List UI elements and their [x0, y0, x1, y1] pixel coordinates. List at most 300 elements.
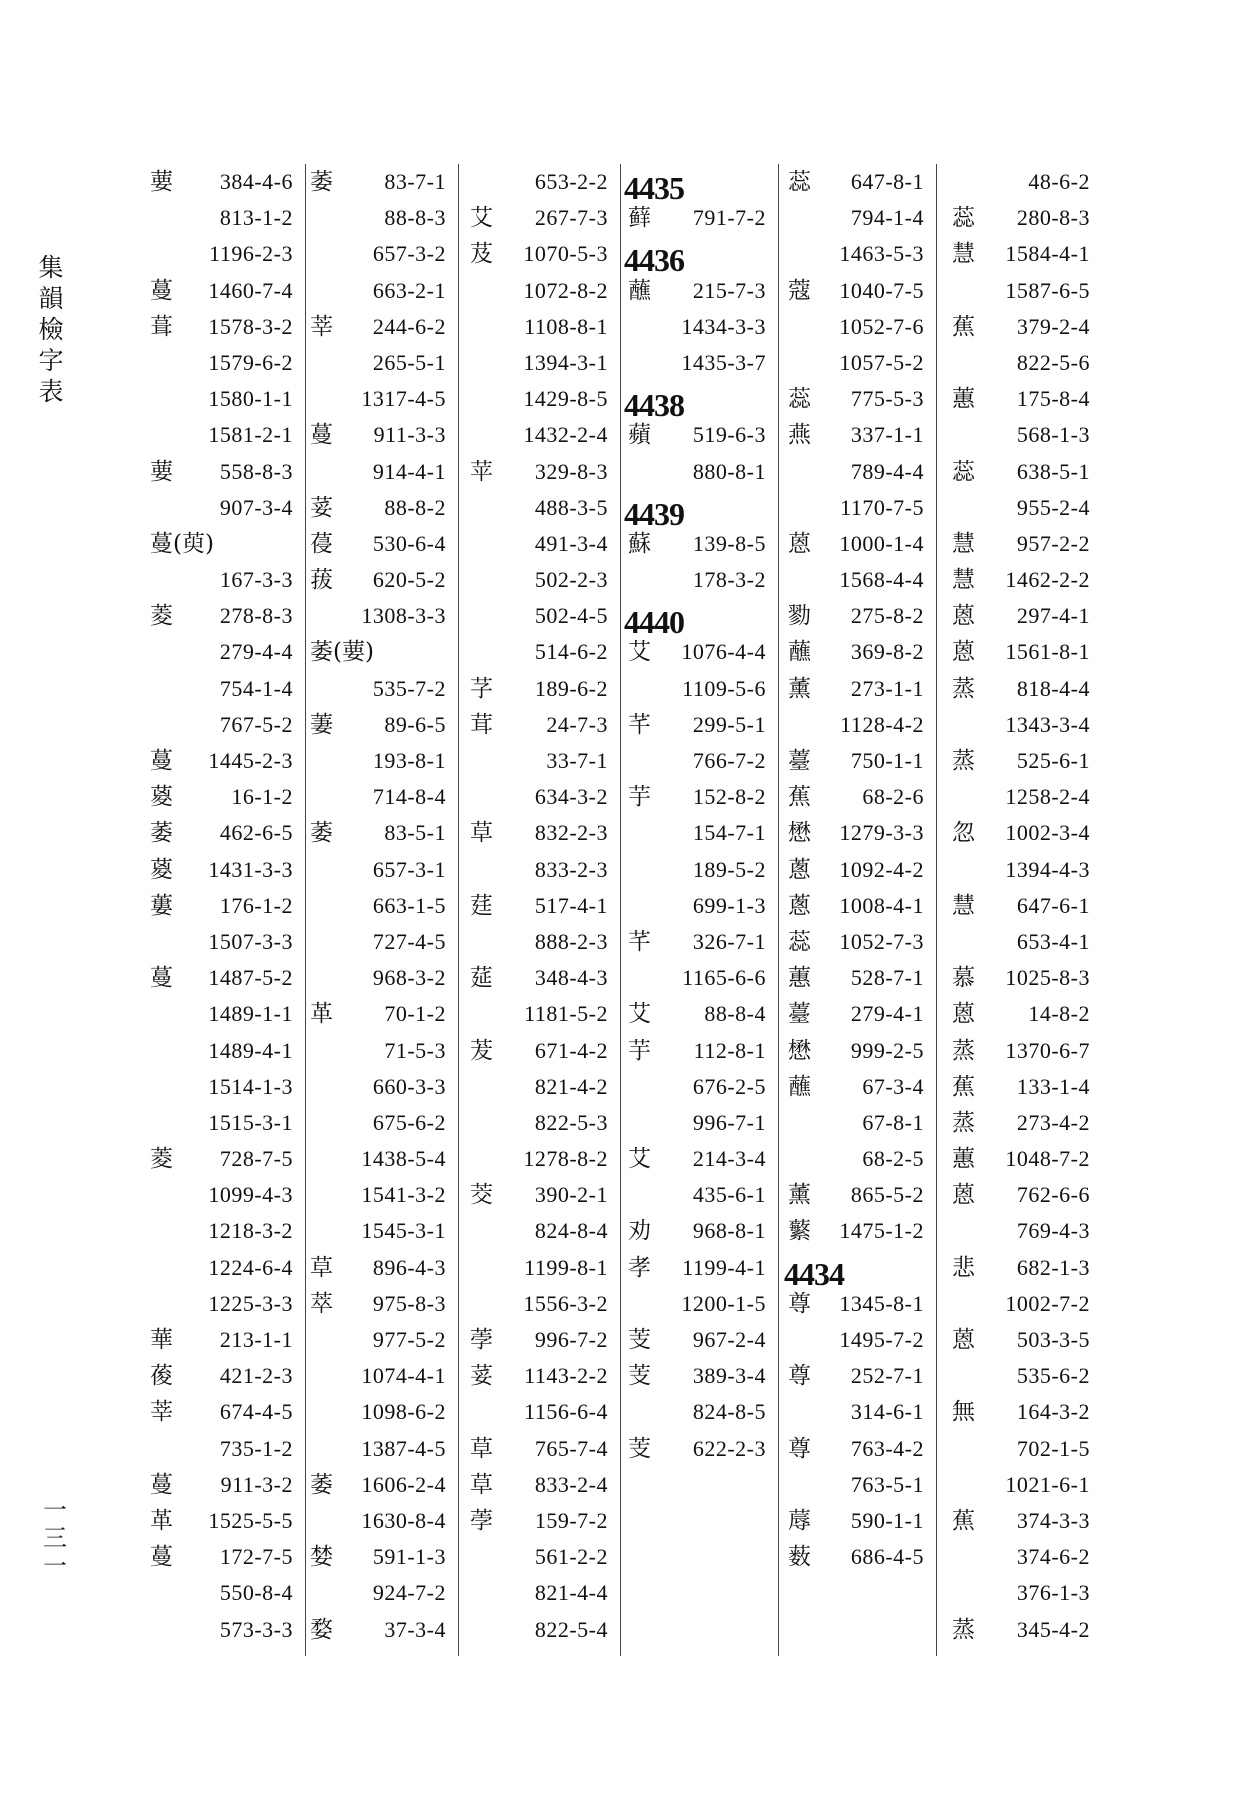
- index-entry: [150, 598, 305, 634]
- entry-character: 華: [150, 1327, 173, 1353]
- index-entry: [310, 1394, 458, 1430]
- entry-character: 薰: [788, 1182, 811, 1209]
- entry-reference: 176-1-2: [219, 892, 293, 918]
- index-entry: [788, 454, 936, 490]
- index-entry: [470, 960, 620, 996]
- entry-character: 孝: [628, 1254, 651, 1281]
- entry-reference: 1460-7-4: [208, 277, 293, 303]
- entry-reference: 832-2-3: [534, 820, 608, 846]
- index-entry: [788, 1033, 936, 1069]
- entry-reference: 765-7-4: [534, 1435, 608, 1461]
- entry-character: 萎: [310, 1471, 333, 1498]
- entry-reference: 1370-6-7: [1005, 1037, 1090, 1063]
- entry-reference: 735-1-2: [219, 1435, 293, 1461]
- entry-reference: 821-4-4: [534, 1580, 608, 1606]
- entry-reference: 1258-2-4: [1005, 784, 1090, 810]
- index-entry: [150, 743, 305, 779]
- index-entry: [310, 852, 458, 888]
- entry-character: 薹: [788, 748, 811, 774]
- index-entry: [310, 1503, 458, 1539]
- entry-reference: 767-5-2: [219, 711, 293, 737]
- index-entry: [470, 852, 620, 888]
- index-entry: [628, 1394, 778, 1430]
- index-entry: [310, 1612, 458, 1648]
- entry-reference: 275-8-2: [850, 603, 924, 629]
- entry-reference: 1109-5-6: [682, 675, 766, 701]
- index-entry: [470, 1033, 620, 1069]
- entry-character: 蔓(萸): [150, 530, 214, 557]
- entry-reference: 674-4-5: [219, 1399, 293, 1425]
- entry-reference: 178-3-2: [692, 567, 766, 593]
- entry-character: 懋: [788, 1037, 811, 1064]
- index-entry: [952, 1286, 1102, 1322]
- index-entry: [628, 200, 778, 236]
- index-entry: [150, 417, 305, 453]
- entry-reference: 769-4-3: [1016, 1218, 1090, 1244]
- entry-reference: 1002-7-2: [1005, 1290, 1090, 1316]
- entry-reference: 1008-4-1: [839, 892, 924, 918]
- index-entry: [952, 1213, 1102, 1249]
- entry-reference: 911-3-3: [373, 422, 446, 448]
- index-entry: [788, 381, 936, 417]
- index-entry: [952, 996, 1102, 1032]
- entry-reference: 561-2-2: [534, 1544, 608, 1570]
- index-entry: [310, 526, 458, 562]
- index-entry: [470, 1069, 620, 1105]
- entry-reference: 1434-3-3: [681, 313, 766, 339]
- section-heading-number: 4435: [624, 170, 684, 206]
- entry-reference: 379-2-4: [1016, 313, 1090, 339]
- index-entry: [788, 671, 936, 707]
- index-entry: [788, 164, 936, 200]
- entry-character: 艾: [628, 1146, 651, 1173]
- entry-reference: 1000-1-4: [839, 530, 924, 556]
- index-entry: [310, 1213, 458, 1249]
- index-entry: [788, 852, 936, 888]
- index-entry: [310, 345, 458, 381]
- index-entry: [310, 1177, 458, 1213]
- index-entry: [952, 707, 1102, 743]
- entry-character: 蒽: [952, 639, 975, 666]
- entry-character: 無: [952, 1399, 975, 1426]
- entry-reference: 1279-3-3: [839, 820, 924, 846]
- entry-character: 蔓: [150, 748, 173, 774]
- entry-reference: 1578-3-2: [208, 313, 293, 339]
- index-entry: [310, 634, 458, 670]
- index-entry: [470, 1105, 620, 1141]
- index-entry: [310, 1322, 458, 1358]
- entry-character: 慧: [952, 241, 975, 268]
- index-entry: [150, 1394, 305, 1430]
- entry-reference: 1199-4-1: [682, 1254, 766, 1280]
- entry-reference: 833-2-3: [534, 856, 608, 882]
- entry-character: 革: [150, 1507, 173, 1534]
- entry-reference: 653-2-2: [534, 169, 608, 194]
- entry-reference: 1438-5-4: [361, 1146, 446, 1172]
- entry-character: 薮: [788, 1544, 811, 1571]
- entry-reference: 911-3-2: [220, 1471, 293, 1497]
- entry-reference: 503-3-5: [1016, 1327, 1090, 1352]
- entry-reference: 33-7-1: [546, 748, 608, 773]
- entry-reference: 620-5-2: [372, 567, 446, 593]
- index-entry: [788, 888, 936, 924]
- entry-character: 蒸: [952, 1109, 975, 1136]
- index-entry: [628, 526, 778, 562]
- entry-reference: 822-5-6: [1016, 349, 1090, 375]
- entry-character: 蕙: [952, 1146, 975, 1173]
- entry-reference: 1394-3-1: [523, 349, 608, 375]
- index-entry: [788, 743, 936, 779]
- entry-character: 婪: [310, 1544, 333, 1571]
- index-entry: [788, 562, 936, 598]
- index-entry: [788, 1286, 936, 1322]
- entry-reference: 1507-3-3: [208, 928, 293, 954]
- entry-character: 蒸: [952, 1037, 975, 1064]
- entry-reference: 297-4-1: [1016, 603, 1090, 629]
- entry-reference: 996-7-2: [534, 1327, 608, 1352]
- entry-reference: 88-8-4: [704, 1001, 766, 1027]
- entry-character: 蒽: [952, 603, 975, 630]
- index-entry: [628, 345, 778, 381]
- index-entry: [952, 164, 1102, 200]
- entry-reference: 996-7-1: [692, 1109, 766, 1135]
- index-entry: [952, 381, 1102, 417]
- index-entry: [952, 200, 1102, 236]
- entry-reference: 888-2-3: [534, 928, 608, 954]
- entry-character: 蔻: [788, 277, 811, 304]
- index-entry: [952, 1250, 1102, 1286]
- entry-reference: 550-8-4: [219, 1580, 293, 1606]
- entry-reference: 622-2-3: [692, 1435, 766, 1461]
- entry-reference: 374-6-2: [1016, 1544, 1090, 1570]
- entry-character: 蔞: [150, 892, 173, 919]
- entry-reference: 763-4-2: [850, 1435, 924, 1461]
- entry-character: 燕: [788, 422, 811, 449]
- entry-reference: 1579-6-2: [208, 349, 293, 375]
- index-entry: [310, 1286, 458, 1322]
- entry-reference: 1580-1-1: [208, 386, 293, 412]
- entry-reference: 16-1-2: [231, 784, 293, 810]
- index-entry: [788, 598, 936, 634]
- index-entry: [952, 960, 1102, 996]
- entry-reference: 1429-8-5: [523, 386, 608, 412]
- entry-reference: 1070-5-3: [523, 241, 608, 267]
- entry-reference: 699-1-3: [692, 892, 766, 918]
- entry-reference: 653-4-1: [1016, 928, 1090, 954]
- index-entry: [470, 634, 620, 670]
- entry-reference: 1568-4-4: [839, 567, 924, 593]
- entry-reference: 83-5-1: [384, 820, 446, 846]
- entry-reference: 558-8-3: [219, 458, 293, 484]
- entry-character: 苹: [470, 458, 493, 485]
- entry-reference: 279-4-4: [219, 639, 293, 665]
- entry-reference: 824-8-5: [692, 1399, 766, 1425]
- entry-character: 革: [310, 1001, 333, 1028]
- index-entry: [150, 1431, 305, 1467]
- entry-reference: 968-8-1: [692, 1218, 766, 1244]
- entry-reference: 1278-8-2: [523, 1146, 608, 1172]
- entry-reference: 37-3-4: [384, 1616, 446, 1642]
- index-entry: [470, 1539, 620, 1575]
- entry-reference: 517-4-1: [534, 892, 608, 918]
- index-entry: [150, 671, 305, 707]
- entry-reference: 638-5-1: [1016, 458, 1090, 484]
- entry-reference: 1025-8-3: [1005, 965, 1090, 991]
- index-entry: [150, 273, 305, 309]
- entry-reference: 676-2-5: [692, 1073, 766, 1099]
- entry-reference: 1048-7-2: [1005, 1146, 1090, 1172]
- index-entry: [788, 526, 936, 562]
- entry-character: 慧: [952, 567, 975, 594]
- entry-reference: 591-1-3: [372, 1544, 446, 1570]
- entry-reference: 1581-2-1: [208, 422, 293, 448]
- entry-reference: 657-3-1: [372, 856, 446, 882]
- index-entry: [150, 924, 305, 960]
- index-entry: [628, 454, 778, 490]
- section-heading-number: 4434: [784, 1255, 844, 1292]
- index-entry: [470, 924, 620, 960]
- entry-reference: 14-8-2: [1028, 1001, 1090, 1027]
- entry-reference: 955-2-4: [1016, 494, 1090, 520]
- entry-character: 草: [470, 1435, 493, 1462]
- section-heading-number: 4439: [624, 495, 684, 532]
- entry-character: 蔓: [150, 277, 173, 304]
- index-entry: [952, 273, 1102, 309]
- section-heading: [624, 598, 778, 641]
- index-entry: [788, 779, 936, 815]
- entry-character: 萋: [310, 711, 333, 738]
- entry-reference: 789-4-4: [850, 458, 924, 484]
- entry-reference: 462-6-5: [219, 820, 293, 846]
- index-entry: [310, 671, 458, 707]
- entry-character: 茸: [470, 711, 493, 738]
- entry-reference: 1108-8-1: [524, 313, 608, 339]
- index-entry: [150, 1033, 305, 1069]
- index-entry: [788, 924, 936, 960]
- entry-reference: 1394-4-3: [1005, 856, 1090, 882]
- index-entry: [310, 960, 458, 996]
- entry-character: 蘸: [788, 1073, 811, 1100]
- entry-reference: 152-8-2: [692, 784, 766, 810]
- index-entry: [470, 309, 620, 345]
- entry-reference: 1475-1-2: [839, 1218, 924, 1244]
- entry-reference: 728-7-5: [219, 1146, 293, 1172]
- index-entry: [788, 1213, 936, 1249]
- entry-reference: 71-5-3: [384, 1037, 446, 1063]
- entry-reference: 762-6-6: [1016, 1182, 1090, 1208]
- index-entry: [150, 1575, 305, 1611]
- entry-character: 藓: [628, 205, 651, 232]
- entry-reference: 326-7-1: [692, 928, 766, 954]
- entry-reference: 1432-2-4: [523, 422, 608, 448]
- entry-reference: 1462-2-2: [1005, 567, 1090, 593]
- entry-reference: 818-4-4: [1016, 675, 1090, 701]
- index-entry: [952, 1394, 1102, 1430]
- entry-reference: 1317-4-5: [361, 386, 446, 412]
- entry-character: 蕊: [952, 205, 975, 232]
- index-entry: [150, 888, 305, 924]
- index-entry: [628, 924, 778, 960]
- index-entry: [150, 490, 305, 526]
- index-entry: [470, 1213, 620, 1249]
- index-entry: [310, 924, 458, 960]
- index-entry: [952, 454, 1102, 490]
- index-entry: [310, 454, 458, 490]
- entry-reference: 89-6-5: [384, 711, 446, 737]
- index-entry: [788, 996, 936, 1032]
- entry-reference: 775-5-3: [850, 386, 924, 412]
- entry-character: 蕉: [952, 1507, 975, 1534]
- entry-reference: 924-7-2: [372, 1580, 446, 1606]
- entry-character: 葽: [150, 169, 173, 195]
- entry-reference: 702-1-5: [1016, 1435, 1090, 1461]
- entry-reference: 647-8-1: [850, 169, 924, 194]
- entry-character: 蒽: [788, 530, 811, 557]
- index-entry: [310, 417, 458, 453]
- entry-character: 蔓: [150, 1471, 173, 1498]
- index-column: [470, 164, 621, 1656]
- index-entry: [470, 164, 620, 200]
- index-entry: [150, 345, 305, 381]
- entry-character: 菱: [150, 603, 173, 630]
- entry-reference: 1199-8-1: [524, 1254, 608, 1280]
- index-entry: [470, 743, 620, 779]
- entry-character: 蕙: [788, 965, 811, 992]
- entry-character: 蘸: [628, 277, 651, 304]
- entry-character: 薹: [788, 1001, 811, 1028]
- index-entry: [628, 1250, 778, 1286]
- index-entry: [310, 1575, 458, 1611]
- index-entry: [310, 1105, 458, 1141]
- entry-character: 蒽: [952, 1001, 975, 1028]
- entry-reference: 1495-7-2: [839, 1327, 924, 1352]
- index-entry: [952, 1141, 1102, 1177]
- entry-reference: 1092-4-2: [839, 856, 924, 882]
- entry-reference: 172-7-5: [219, 1544, 293, 1570]
- entry-character: 蕊: [788, 169, 811, 195]
- index-entry: [150, 1539, 305, 1575]
- index-entry: [470, 526, 620, 562]
- index-entry: [150, 236, 305, 272]
- index-entry: [150, 381, 305, 417]
- index-entry: [952, 1322, 1102, 1358]
- entry-reference: 1052-7-3: [839, 928, 924, 954]
- entry-reference: 1170-7-5: [840, 494, 924, 520]
- index-entry: [470, 1141, 620, 1177]
- index-entry: [150, 1177, 305, 1213]
- entry-reference: 278-8-3: [219, 603, 293, 629]
- index-entry: [310, 1033, 458, 1069]
- entry-character: 菱: [150, 1146, 173, 1173]
- entry-reference: 376-1-3: [1016, 1580, 1090, 1606]
- index-entry: [470, 1503, 620, 1539]
- entry-character: 莘: [150, 1399, 173, 1426]
- index-entry: [952, 815, 1102, 851]
- entry-reference: 1076-4-4: [681, 639, 766, 665]
- index-entry: [150, 1286, 305, 1322]
- entry-reference: 337-1-1: [850, 422, 924, 448]
- index-entry: [470, 1358, 620, 1394]
- entry-character: 芊: [628, 928, 651, 955]
- entry-character: 萎: [150, 820, 173, 847]
- index-entry: [952, 924, 1102, 960]
- entry-reference: 502-2-3: [534, 567, 608, 593]
- entry-character: 艾: [628, 1001, 651, 1028]
- index-entry: [150, 1612, 305, 1648]
- entry-character: 劝: [628, 1218, 651, 1245]
- entry-character: 忽: [952, 820, 975, 847]
- index-entry: [470, 1575, 620, 1611]
- entry-reference: 389-3-4: [692, 1363, 766, 1389]
- entry-reference: 215-7-3: [692, 277, 766, 303]
- entry-character: 荸: [470, 1507, 493, 1534]
- index-entry: [470, 888, 620, 924]
- index-entry: [952, 309, 1102, 345]
- index-entry: [470, 1322, 620, 1358]
- index-entry: [470, 1431, 620, 1467]
- entry-character: 蕊: [952, 458, 975, 485]
- entry-character: 婺: [310, 1616, 333, 1643]
- index-entry: [150, 1141, 305, 1177]
- entry-reference: 634-3-2: [534, 784, 608, 810]
- entry-reference: 329-8-3: [534, 458, 608, 484]
- entry-reference: 865-5-2: [850, 1182, 924, 1208]
- index-entry: [470, 381, 620, 417]
- index-entry: [310, 1069, 458, 1105]
- entry-reference: 213-1-1: [219, 1327, 293, 1352]
- index-entry: [310, 273, 458, 309]
- index-entry: [788, 815, 936, 851]
- entry-character: 慧: [952, 892, 975, 919]
- entry-reference: 1606-2-4: [361, 1471, 446, 1497]
- entry-reference: 299-5-1: [692, 711, 766, 737]
- index-entry: [150, 526, 305, 562]
- entry-character: 尊: [788, 1363, 811, 1390]
- index-entry: [628, 815, 778, 851]
- index-entry: [310, 815, 458, 851]
- entry-character: 蔥: [788, 892, 811, 919]
- section-heading: [784, 1250, 936, 1292]
- index-entry: [310, 1141, 458, 1177]
- entry-reference: 686-4-5: [850, 1544, 924, 1570]
- index-entry: [952, 1467, 1102, 1503]
- entry-reference: 794-1-4: [850, 205, 924, 231]
- entry-reference: 1463-5-3: [839, 241, 924, 267]
- index-entry: [470, 815, 620, 851]
- entry-reference: 67-3-4: [862, 1073, 924, 1099]
- index-entry: [628, 707, 778, 743]
- index-entry: [788, 1141, 936, 1177]
- entry-reference: 374-3-3: [1016, 1507, 1090, 1533]
- entry-reference: 421-2-3: [219, 1363, 293, 1389]
- entry-reference: 1584-4-1: [1005, 241, 1090, 267]
- index-entry: [470, 1394, 620, 1430]
- index-column: [784, 164, 937, 1656]
- index-entry: [952, 1431, 1102, 1467]
- entry-character: 莘: [310, 313, 333, 340]
- index-entry: [150, 1069, 305, 1105]
- entry-character: 萎: [310, 169, 333, 195]
- entry-reference: 977-5-2: [372, 1327, 446, 1352]
- index-entry: [150, 309, 305, 345]
- index-entry: [470, 996, 620, 1032]
- index-entry: [470, 200, 620, 236]
- entry-reference: 1021-6-1: [1005, 1471, 1090, 1497]
- index-entry: [628, 1069, 778, 1105]
- index-entry: [150, 454, 305, 490]
- entry-reference: 1445-2-3: [208, 748, 293, 773]
- entry-character: 芊: [628, 711, 651, 738]
